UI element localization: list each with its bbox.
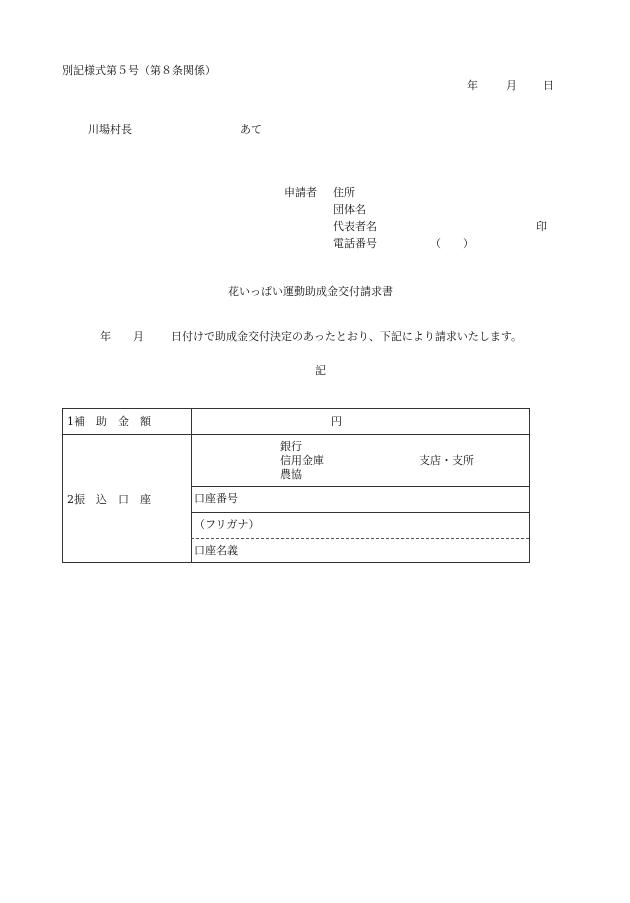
furigana-label: （フリガナ） <box>194 518 260 531</box>
row-divider <box>191 486 529 487</box>
addressee-name: 川場村長 <box>88 123 132 136</box>
branch-label: 支店・支所 <box>419 454 474 467</box>
dashed-divider <box>191 538 529 539</box>
subsidy-amount-label: 1補 助 金 額 <box>67 415 151 428</box>
transfer-account-label: 2振 込 口 座 <box>67 493 151 506</box>
applicant-address-label: 住所 <box>333 186 355 199</box>
date-year: 年 <box>467 79 478 92</box>
bank-type-bank: 銀行 <box>280 440 302 453</box>
date-month: 月 <box>506 79 517 92</box>
row-divider <box>63 434 529 435</box>
form-reference: 別記様式第５号（第８条関係） <box>62 64 216 77</box>
account-name-label: 口座名義 <box>194 544 238 557</box>
bank-type-agri-coop: 農協 <box>280 468 302 481</box>
bank-type-credit-union: 信用金庫 <box>280 454 324 467</box>
body-month: 月 <box>133 330 144 343</box>
account-number-label: 口座番号 <box>194 492 238 505</box>
ki-mark: 記 <box>315 364 326 377</box>
applicant-label: 申請者 <box>284 186 317 199</box>
applicant-rep-label: 代表者名 <box>333 220 377 233</box>
addressee-suffix: あて <box>240 123 262 136</box>
body-text: 日付けで助成金交付決定のあったとおり、下記により請求いたします。 <box>171 330 523 343</box>
request-table <box>62 408 530 563</box>
date-day: 日 <box>543 79 554 92</box>
yen-unit: 円 <box>331 415 342 428</box>
row-divider <box>191 512 529 513</box>
phone-parentheses: （ ） <box>430 237 474 250</box>
document-title: 花いっぱい運動助成金交付請求書 <box>228 285 393 298</box>
applicant-phone-label: 電話番号 <box>333 237 377 250</box>
applicant-org-label: 団体名 <box>333 203 366 216</box>
body-year: 年 <box>100 330 111 343</box>
seal-mark: 印 <box>536 220 547 233</box>
